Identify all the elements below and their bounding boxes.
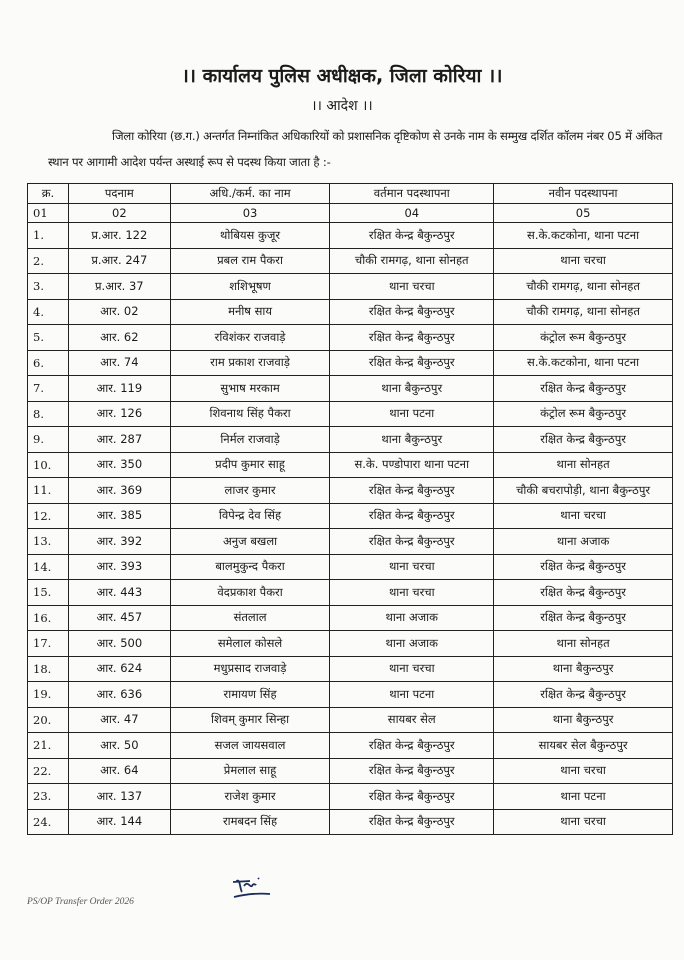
header-designation: पदनाम: [68, 184, 170, 204]
new-posting: थाना चरचा: [494, 809, 673, 835]
designation: आर. 369: [68, 478, 170, 504]
serial-number: 19.: [28, 682, 69, 708]
designation: आर. 126: [68, 401, 170, 427]
new-posting: थाना सोनहत: [494, 452, 673, 478]
serial-number: 17.: [28, 631, 69, 657]
new-posting: रक्षित केन्द्र बैकुन्ठपुर: [494, 554, 673, 580]
officer-name: संतलाल: [170, 605, 330, 631]
header-row: [28, 184, 673, 204]
table-row: [28, 223, 673, 249]
column-number: 04: [330, 204, 494, 223]
serial-number: 3.: [28, 274, 69, 300]
column-number: 02: [68, 204, 170, 223]
table-row: [28, 478, 673, 504]
new-posting: रक्षित केन्द्र बैकुन्ठपुर: [494, 427, 673, 453]
serial-number: 1.: [28, 223, 69, 249]
designation: आर. 137: [68, 784, 170, 810]
serial-number: 12.: [28, 503, 69, 529]
officer-name: राम प्रकाश राजवाड़े: [170, 350, 330, 376]
officer-name: रामबदन सिंह: [170, 809, 330, 835]
serial-number: 22.: [28, 758, 69, 784]
table-row: [28, 707, 673, 733]
current-posting: थाना अजाक: [330, 631, 494, 657]
designation: आर. 500: [68, 631, 170, 657]
officer-name: बालमुकुन्द पैकरा: [170, 554, 330, 580]
current-posting: थाना बैकुन्ठपुर: [330, 376, 494, 402]
serial-number: 2.: [28, 248, 69, 274]
table-row: [28, 733, 673, 759]
designation: आर. 636: [68, 682, 170, 708]
current-posting: थाना पटना: [330, 682, 494, 708]
new-posting: रक्षित केन्द्र बैकुन्ठपुर: [494, 682, 673, 708]
officer-name: प्रेमलाल साहू: [170, 758, 330, 784]
current-posting: थाना चरचा: [330, 580, 494, 606]
serial-number: 24.: [28, 809, 69, 835]
table-row: [28, 631, 673, 657]
table-row: [28, 656, 673, 682]
officer-name: मनीष साय: [170, 299, 330, 325]
designation: प्र.आर. 247: [68, 248, 170, 274]
officer-name: शशिभूषण: [170, 274, 330, 300]
designation: आर. 350: [68, 452, 170, 478]
designation: आर. 74: [68, 350, 170, 376]
table-row: [28, 605, 673, 631]
new-posting: चौकी बचरापोड़ी, थाना बैकुन्ठपुर: [494, 478, 673, 504]
table-row: [28, 554, 673, 580]
current-posting: रक्षित केन्द्र बैकुन्ठपुर: [330, 784, 494, 810]
new-posting: चौकी रामगढ़, थाना सोनहत: [494, 299, 673, 325]
serial-number: 15.: [28, 580, 69, 606]
designation: आर. 624: [68, 656, 170, 682]
new-posting: थाना बैकुन्ठपुर: [494, 707, 673, 733]
table-row: [28, 452, 673, 478]
current-posting: रक्षित केन्द्र बैकुन्ठपुर: [330, 223, 494, 249]
designation: आर. 287: [68, 427, 170, 453]
table-row: [28, 758, 673, 784]
designation: आर. 393: [68, 554, 170, 580]
serial-number: 18.: [28, 656, 69, 682]
table-row: [28, 682, 673, 708]
column-number: 01: [28, 204, 69, 223]
serial-number: 20.: [28, 707, 69, 733]
column-number: 03: [170, 204, 330, 223]
current-posting: थाना चरचा: [330, 656, 494, 682]
serial-number: 21.: [28, 733, 69, 759]
new-posting: सायबर सेल बैकुन्ठपुर: [494, 733, 673, 759]
designation: आर. 385: [68, 503, 170, 529]
officer-name: विपेन्द्र देव सिंह: [170, 503, 330, 529]
serial-number: 11.: [28, 478, 69, 504]
order-paragraph: जिला कोरिया (छ.ग.) अन्तर्गत निम्नांकित अधिकारियों को प्रशासनिक दृष्टिकोण से उनके नाम के सम्मुख दर्शित कॉलम नंबर 05 में अंकित स्थान पर आगामी आदेश पर्यन्त अस्थाई रूप से पदस्थ किया जाता है :-: [48, 129, 663, 169]
serial-number: 13.: [28, 529, 69, 555]
designation: आर. 457: [68, 605, 170, 631]
officer-name: प्रबल राम पैकरा: [170, 248, 330, 274]
serial-number: 6.: [28, 350, 69, 376]
officer-name: राजेश कुमार: [170, 784, 330, 810]
current-posting: रक्षित केन्द्र बैकुन्ठपुर: [330, 529, 494, 555]
designation: आर. 50: [68, 733, 170, 759]
table-row: [28, 274, 673, 300]
current-posting: थाना चरचा: [330, 274, 494, 300]
officer-name: समेलाल कोसले: [170, 631, 330, 657]
new-posting: कंट्रोल रूम बैकुन्ठपुर: [494, 325, 673, 351]
designation: आर. 64: [68, 758, 170, 784]
serial-number: 14.: [28, 554, 69, 580]
current-posting: थाना अजाक: [330, 605, 494, 631]
officer-name: रामायण सिंह: [170, 682, 330, 708]
current-posting: रक्षित केन्द्र बैकुन्ठपुर: [330, 758, 494, 784]
officer-name: शिवनाथ सिंह पैकरा: [170, 401, 330, 427]
designation: आर. 02: [68, 299, 170, 325]
header-current-posting: वर्तमान पदस्थापना: [330, 184, 494, 204]
new-posting: थाना चरचा: [494, 758, 673, 784]
header-name: अधि./कर्म. का नाम: [170, 184, 330, 204]
header-new-posting: नवीन पदस्थापना: [494, 184, 673, 204]
current-posting: रक्षित केन्द्र बैकुन्ठपुर: [330, 478, 494, 504]
serial-number: 9.: [28, 427, 69, 453]
new-posting: चौकी रामगढ़, थाना सोनहत: [494, 274, 673, 300]
office-title: ।। कार्यालय पुलिस अधीक्षक, जिला कोरिया ।।: [181, 65, 503, 87]
current-posting: थाना चरचा: [330, 554, 494, 580]
new-posting: स.के.कटकोना, थाना पटना: [494, 350, 673, 376]
table-row: [28, 299, 673, 325]
new-posting: थाना पटना: [494, 784, 673, 810]
designation: आर. 144: [68, 809, 170, 835]
current-posting: चौकी रामगढ़, थाना सोनहत: [330, 248, 494, 274]
serial-number: 8.: [28, 401, 69, 427]
officer-name: प्रदीप कुमार साहू: [170, 452, 330, 478]
serial-number: 5.: [28, 325, 69, 351]
new-posting: रक्षित केन्द्र बैकुन्ठपुर: [494, 580, 673, 606]
new-posting: रक्षित केन्द्र बैकुन्ठपुर: [494, 605, 673, 631]
current-posting: रक्षित केन्द्र बैकुन्ठपुर: [330, 350, 494, 376]
officer-name: मधुप्रसाद राजवाड़े: [170, 656, 330, 682]
table-row: [28, 248, 673, 274]
officer-name: निर्मल राजवाड़े: [170, 427, 330, 453]
signature: [228, 872, 278, 902]
new-posting: थाना बैकुन्ठपुर: [494, 656, 673, 682]
officer-name: शिवम् कुमार सिन्हा: [170, 707, 330, 733]
current-posting: रक्षित केन्द्र बैकुन्ठपुर: [330, 503, 494, 529]
transfer-table: [27, 183, 673, 835]
new-posting: थाना अजाक: [494, 529, 673, 555]
order-heading: ।। आदेश ।।: [311, 98, 373, 114]
current-posting: सायबर सेल: [330, 707, 494, 733]
officer-name: वेदप्रकाश पैकरा: [170, 580, 330, 606]
current-posting: रक्षित केन्द्र बैकुन्ठपुर: [330, 299, 494, 325]
table-row: [28, 350, 673, 376]
current-posting: रक्षित केन्द्र बैकुन्ठपुर: [330, 809, 494, 835]
column-number-row: [28, 204, 673, 223]
designation: आर. 443: [68, 580, 170, 606]
table-row: [28, 401, 673, 427]
current-posting: रक्षित केन्द्र बैकुन्ठपुर: [330, 733, 494, 759]
designation: आर. 62: [68, 325, 170, 351]
footer-reference: PS/OP Transfer Order 2026: [27, 897, 134, 907]
table-row: [28, 427, 673, 453]
column-number: 05: [494, 204, 673, 223]
serial-number: 23.: [28, 784, 69, 810]
current-posting: थाना पटना: [330, 401, 494, 427]
officer-name: अनुज बखला: [170, 529, 330, 555]
serial-number: 4.: [28, 299, 69, 325]
header-serial: क्र.: [28, 184, 69, 204]
designation: प्र.आर. 122: [68, 223, 170, 249]
current-posting: रक्षित केन्द्र बैकुन्ठपुर: [330, 325, 494, 351]
serial-number: 10.: [28, 452, 69, 478]
officer-name: सजल जायसवाल: [170, 733, 330, 759]
new-posting: स.के.कटकोना, थाना पटना: [494, 223, 673, 249]
new-posting: थाना चरचा: [494, 248, 673, 274]
serial-number: 16.: [28, 605, 69, 631]
designation: आर. 119: [68, 376, 170, 402]
serial-number: 7.: [28, 376, 69, 402]
current-posting: स.के. पण्डोपारा थाना पटना: [330, 452, 494, 478]
table-row: [28, 376, 673, 402]
new-posting: कंट्रोल रूम बैकुन्ठपुर: [494, 401, 673, 427]
officer-name: रविशंकर राजवाड़े: [170, 325, 330, 351]
officer-name: लाजर कुमार: [170, 478, 330, 504]
designation: आर. 47: [68, 707, 170, 733]
officer-name: थोबियस कुजूर: [170, 223, 330, 249]
designation: प्र.आर. 37: [68, 274, 170, 300]
current-posting: थाना बैकुन्ठपुर: [330, 427, 494, 453]
table-row: [28, 325, 673, 351]
table-row: [28, 503, 673, 529]
officer-name: सुभाष मरकाम: [170, 376, 330, 402]
new-posting: थाना सोनहत: [494, 631, 673, 657]
table-row: [28, 529, 673, 555]
table-row: [28, 784, 673, 810]
new-posting: रक्षित केन्द्र बैकुन्ठपुर: [494, 376, 673, 402]
table-row: [28, 809, 673, 835]
table-row: [28, 580, 673, 606]
designation: आर. 392: [68, 529, 170, 555]
new-posting: थाना चरचा: [494, 503, 673, 529]
